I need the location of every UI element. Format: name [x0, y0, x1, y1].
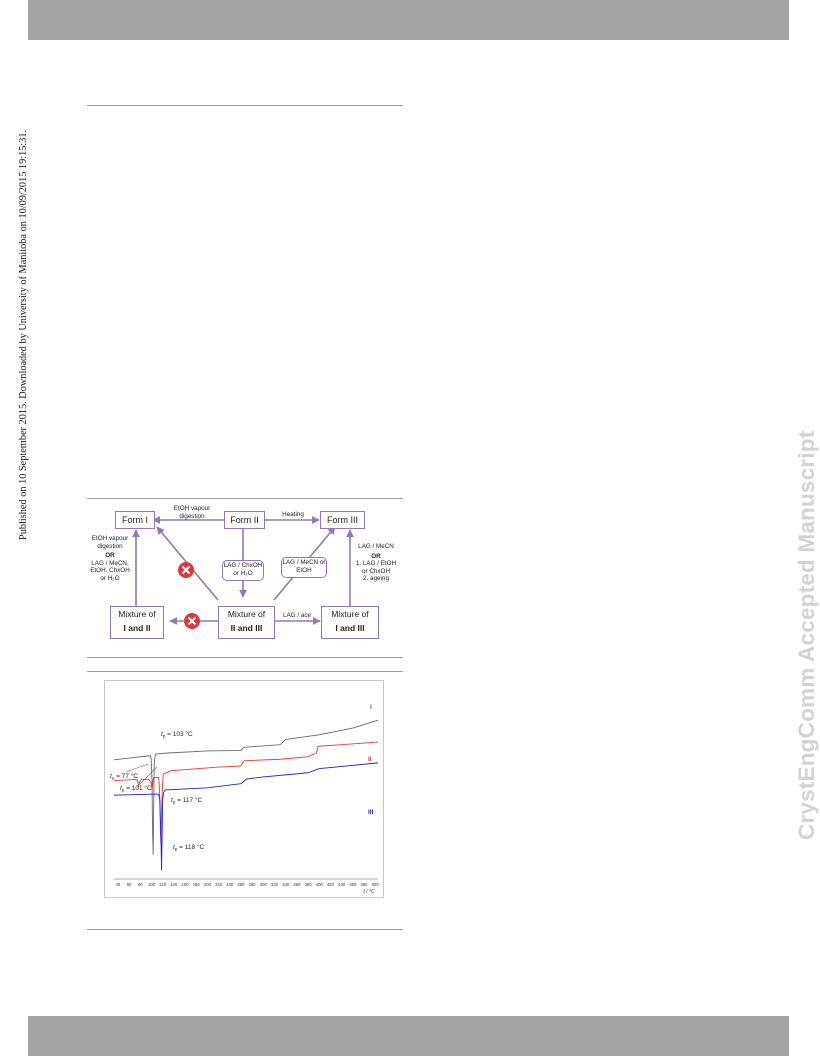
x-tick-label: 120 — [159, 882, 167, 887]
lag-chxoh-label: LAG / ChxOH or H₂O — [222, 560, 264, 581]
header-band — [28, 0, 789, 40]
x-tick-label: 60 — [126, 882, 132, 887]
rule-scheme-top — [87, 498, 403, 499]
annotation-peak-ii-b: $t_p = 117$ °C — [171, 797, 203, 805]
annotation-peak-i: $t_p = 103$ °C — [161, 731, 193, 739]
x-tick-label: 160 — [181, 882, 189, 887]
x-tick-label: 200 — [203, 882, 211, 887]
mixture-i-iii-box: Mixture of I and III — [321, 606, 379, 639]
left-conditions-label: EtOH vapour digestion OR LAG / MeCN, EtOH, ChxOH or H₂O — [90, 535, 130, 582]
x-tick-label: 500 — [371, 882, 379, 887]
x-tick-label: 140 — [170, 882, 178, 887]
x-tick-label: 420 — [326, 882, 334, 887]
form-i-box: Form I — [115, 511, 155, 529]
accepted-manuscript-watermark: CrystEngComm Accepted Manuscript — [794, 430, 819, 840]
forbidden-icon — [178, 562, 194, 578]
form-ii-box: Form II — [224, 511, 265, 529]
footer-band — [28, 1016, 789, 1056]
mixture-ii-iii-box: Mixture of II and III — [218, 606, 275, 639]
heating-label: Heating — [282, 511, 304, 518]
forbidden-icon — [184, 613, 200, 629]
x-tick-label: 480 — [360, 882, 368, 887]
rule-figure-top — [87, 671, 403, 672]
form-iii-box: Form III — [320, 511, 365, 529]
x-tick-label: 320 — [271, 882, 279, 887]
x-tick-label: 460 — [349, 882, 357, 887]
series-label-iii: III — [368, 809, 374, 816]
publication-note: Published on 10 September 2015. Downloaded by University of Manitoba on 10/09/2015 19:15:31. — [18, 129, 29, 540]
x-tick-label: 380 — [304, 882, 312, 887]
x-tick-label: 240 — [226, 882, 234, 887]
annotation-peak-iii: $t_p = 118$ °C — [173, 844, 205, 852]
mixture-i-ii-box: Mixture of I and II — [110, 606, 164, 639]
x-tick-label: 440 — [338, 882, 346, 887]
x-tick-label: 360 — [293, 882, 301, 887]
rule-top — [87, 105, 403, 106]
x-tick-label: 300 — [259, 882, 267, 887]
series-label-i: I — [370, 704, 372, 711]
lag-ace-label: LAG / ace — [282, 612, 311, 619]
lag-mecn-etoh-label: LAG / MeCN or EtOH — [281, 557, 327, 578]
right-conditions-label: LAG / MeCN OR 1. LAG / EtOH or ChxOH 2. ageing — [355, 543, 397, 582]
x-axis-label: t / °C — [363, 889, 375, 895]
ethanol-digestion-label: EtOH vapour digestion — [173, 505, 211, 520]
x-tick-label: 180 — [192, 882, 200, 887]
rule-scheme-bottom — [87, 657, 403, 658]
rule-figure-bottom — [87, 929, 403, 930]
x-tick-label: 260 — [237, 882, 245, 887]
annotation-onset-ii: $t_e = 77$ °C — [110, 773, 139, 781]
x-tick-label: 220 — [215, 882, 223, 887]
series-label-ii: II — [368, 756, 372, 763]
polymorph-scheme — [90, 503, 400, 653]
x-tick-label: 340 — [282, 882, 290, 887]
x-tick-label: 280 — [248, 882, 256, 887]
x-tick-label: 80 — [137, 882, 143, 887]
x-tick-label: 400 — [315, 882, 323, 887]
x-tick-label: 100 — [147, 882, 155, 887]
x-tick-label: 40 — [115, 882, 121, 887]
annotation-peak-ii-a: $t_p = 101$ °C — [120, 785, 152, 793]
dsc-thermogram — [104, 680, 384, 898]
